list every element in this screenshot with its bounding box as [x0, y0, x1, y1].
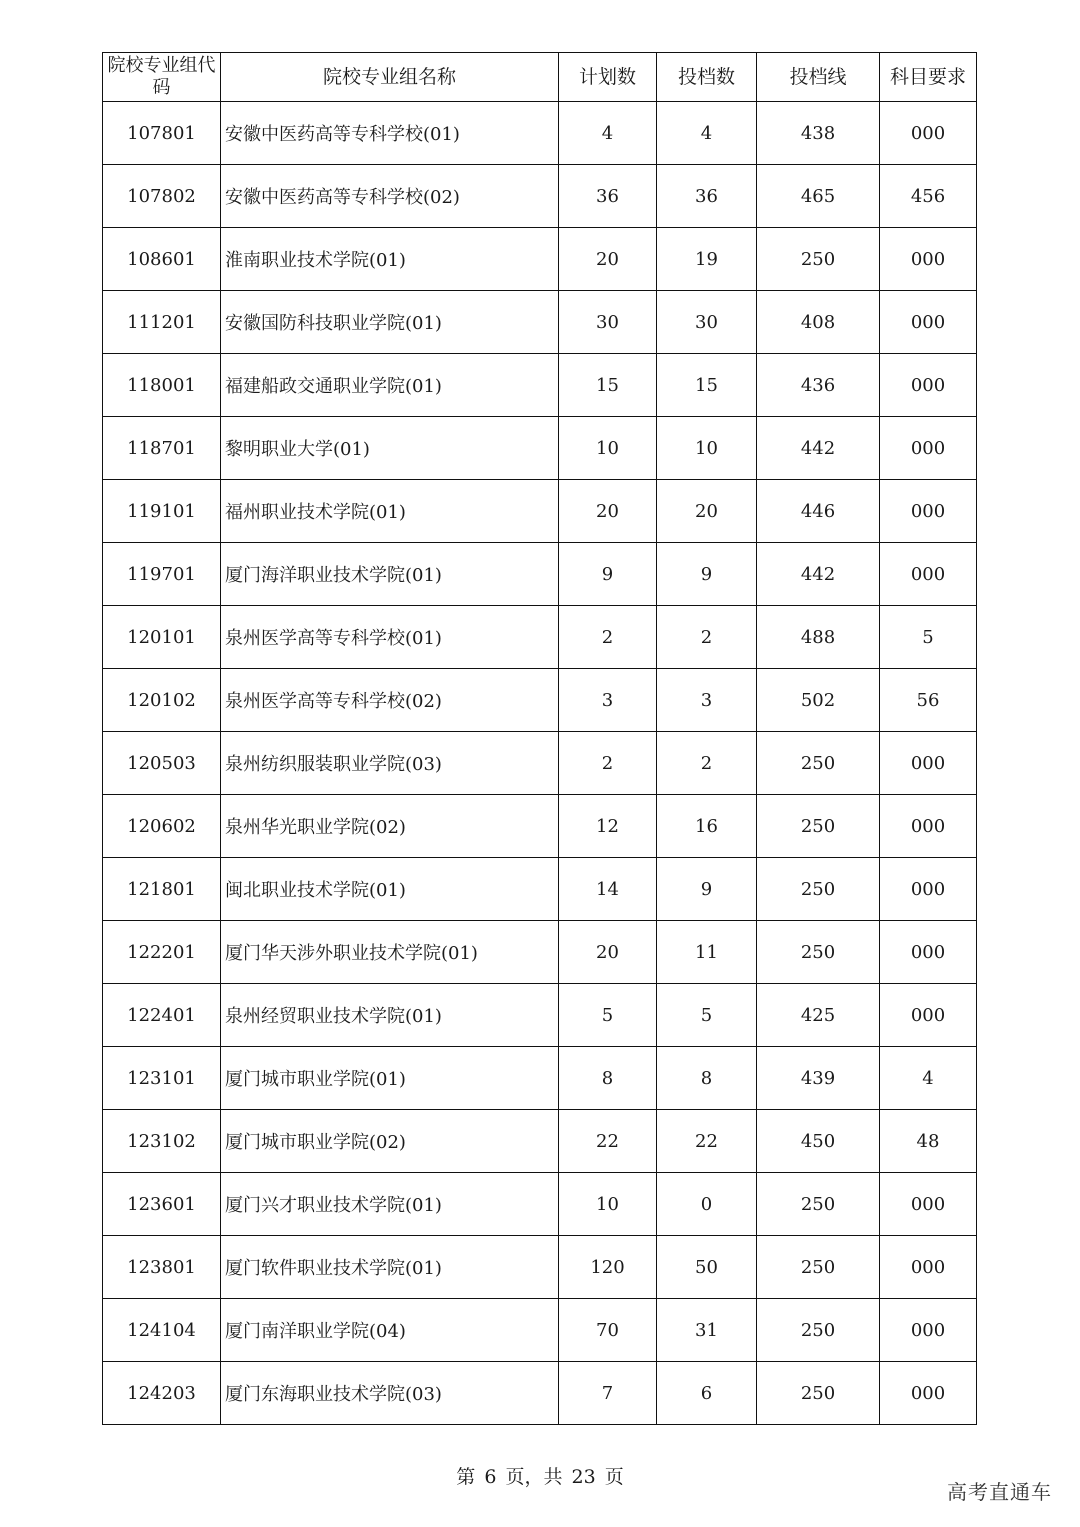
cell-code: 123102	[103, 1110, 221, 1173]
cell-code: 120102	[103, 669, 221, 732]
table-row	[103, 1236, 977, 1299]
cell-admitted: 2	[657, 732, 757, 795]
cell-code: 107802	[103, 165, 221, 228]
cell-plan: 20	[559, 921, 657, 984]
cell-subject: 56	[880, 669, 977, 732]
table-row	[103, 795, 977, 858]
cell-subject: 000	[880, 732, 977, 795]
cell-subject: 000	[880, 984, 977, 1047]
table-row	[103, 1299, 977, 1362]
cell-subject: 000	[880, 795, 977, 858]
cell-plan: 5	[559, 984, 657, 1047]
table-row	[103, 417, 977, 480]
header-row	[103, 53, 977, 102]
table-row	[103, 291, 977, 354]
cell-name: 厦门城市职业学院(01)	[221, 1047, 559, 1110]
table-row	[103, 228, 977, 291]
cell-plan: 15	[559, 354, 657, 417]
cell-plan: 8	[559, 1047, 657, 1110]
table-row	[103, 102, 977, 165]
cell-subject: 000	[880, 1362, 977, 1425]
cell-subject: 456	[880, 165, 977, 228]
cell-subject: 000	[880, 543, 977, 606]
watermark-text: 高考直通车	[947, 1480, 1052, 1504]
cell-name: 厦门东海职业技术学院(03)	[221, 1362, 559, 1425]
cell-plan: 22	[559, 1110, 657, 1173]
cell-code: 111201	[103, 291, 221, 354]
cell-name: 福州职业技术学院(01)	[221, 480, 559, 543]
cell-code: 118001	[103, 354, 221, 417]
table-row	[103, 1110, 977, 1173]
cell-cutoff: 250	[757, 1362, 880, 1425]
cell-admitted: 9	[657, 858, 757, 921]
cell-admitted: 0	[657, 1173, 757, 1236]
table-row	[103, 858, 977, 921]
cell-code: 122201	[103, 921, 221, 984]
cell-plan: 70	[559, 1299, 657, 1362]
cell-subject: 000	[880, 1236, 977, 1299]
cell-subject: 000	[880, 417, 977, 480]
cell-name: 泉州医学高等专科学校(02)	[221, 669, 559, 732]
cell-plan: 4	[559, 102, 657, 165]
cell-name: 安徽中医药高等专科学校(02)	[221, 165, 559, 228]
cell-name: 厦门软件职业技术学院(01)	[221, 1236, 559, 1299]
admission-table	[102, 52, 977, 1425]
cell-code: 120602	[103, 795, 221, 858]
cell-admitted: 4	[657, 102, 757, 165]
cell-cutoff: 250	[757, 1173, 880, 1236]
cell-admitted: 10	[657, 417, 757, 480]
cell-code: 122401	[103, 984, 221, 1047]
cell-plan: 10	[559, 1173, 657, 1236]
cell-code: 108601	[103, 228, 221, 291]
cell-subject: 5	[880, 606, 977, 669]
cell-subject: 000	[880, 480, 977, 543]
cell-code: 121801	[103, 858, 221, 921]
cell-admitted: 30	[657, 291, 757, 354]
cell-code: 119701	[103, 543, 221, 606]
header-admitted: 投档数	[657, 53, 757, 102]
cell-subject: 000	[880, 291, 977, 354]
cell-cutoff: 250	[757, 228, 880, 291]
cell-admitted: 3	[657, 669, 757, 732]
table-row	[103, 732, 977, 795]
cell-admitted: 9	[657, 543, 757, 606]
cell-plan: 120	[559, 1236, 657, 1299]
cell-cutoff: 502	[757, 669, 880, 732]
cell-plan: 7	[559, 1362, 657, 1425]
cell-plan: 2	[559, 606, 657, 669]
cell-admitted: 5	[657, 984, 757, 1047]
cell-name: 安徽中医药高等专科学校(01)	[221, 102, 559, 165]
cell-subject: 000	[880, 1299, 977, 1362]
cell-name: 厦门海洋职业技术学院(01)	[221, 543, 559, 606]
header-cutoff: 投档线	[757, 53, 880, 102]
cell-name: 黎明职业大学(01)	[221, 417, 559, 480]
cell-plan: 20	[559, 480, 657, 543]
cell-admitted: 8	[657, 1047, 757, 1110]
cell-name: 厦门南洋职业学院(04)	[221, 1299, 559, 1362]
cell-code: 107801	[103, 102, 221, 165]
cell-plan: 30	[559, 291, 657, 354]
cell-admitted: 16	[657, 795, 757, 858]
cell-subject: 000	[880, 858, 977, 921]
table-row	[103, 543, 977, 606]
cell-code: 123601	[103, 1173, 221, 1236]
cell-name: 福建船政交通职业学院(01)	[221, 354, 559, 417]
cell-admitted: 22	[657, 1110, 757, 1173]
cell-name: 泉州纺织服装职业学院(03)	[221, 732, 559, 795]
table-row	[103, 354, 977, 417]
cell-name: 厦门兴才职业技术学院(01)	[221, 1173, 559, 1236]
cell-admitted: 15	[657, 354, 757, 417]
cell-code: 119101	[103, 480, 221, 543]
cell-cutoff: 438	[757, 102, 880, 165]
cell-admitted: 20	[657, 480, 757, 543]
header-code: 院校专业组代码	[103, 53, 221, 102]
cell-subject: 48	[880, 1110, 977, 1173]
cell-subject: 4	[880, 1047, 977, 1110]
cell-cutoff: 488	[757, 606, 880, 669]
page-number-footer: 第 6 页，共 23 页	[456, 1466, 624, 1488]
cell-cutoff: 250	[757, 1236, 880, 1299]
cell-name: 淮南职业技术学院(01)	[221, 228, 559, 291]
table-header	[103, 53, 977, 102]
cell-cutoff: 450	[757, 1110, 880, 1173]
header-name: 院校专业组名称	[221, 53, 559, 102]
cell-code: 124104	[103, 1299, 221, 1362]
cell-plan: 12	[559, 795, 657, 858]
cell-admitted: 6	[657, 1362, 757, 1425]
cell-plan: 2	[559, 732, 657, 795]
cell-admitted: 19	[657, 228, 757, 291]
cell-cutoff: 250	[757, 921, 880, 984]
cell-code: 120101	[103, 606, 221, 669]
cell-cutoff: 250	[757, 858, 880, 921]
cell-admitted: 50	[657, 1236, 757, 1299]
cell-cutoff: 250	[757, 1299, 880, 1362]
table-body	[103, 102, 977, 1425]
cell-cutoff: 439	[757, 1047, 880, 1110]
cell-code: 123101	[103, 1047, 221, 1110]
cell-cutoff: 442	[757, 543, 880, 606]
cell-cutoff: 446	[757, 480, 880, 543]
cell-name: 闽北职业技术学院(01)	[221, 858, 559, 921]
cell-cutoff: 465	[757, 165, 880, 228]
cell-code: 120503	[103, 732, 221, 795]
table-row	[103, 921, 977, 984]
cell-plan: 10	[559, 417, 657, 480]
cell-name: 厦门华天涉外职业技术学院(01)	[221, 921, 559, 984]
table-row	[103, 1362, 977, 1425]
table-row	[103, 480, 977, 543]
cell-cutoff: 436	[757, 354, 880, 417]
cell-cutoff: 250	[757, 732, 880, 795]
cell-cutoff: 442	[757, 417, 880, 480]
cell-cutoff: 408	[757, 291, 880, 354]
table-row	[103, 1047, 977, 1110]
cell-name: 厦门城市职业学院(02)	[221, 1110, 559, 1173]
cell-cutoff: 425	[757, 984, 880, 1047]
cell-subject: 000	[880, 1173, 977, 1236]
cell-plan: 9	[559, 543, 657, 606]
admission-table-container	[102, 52, 976, 1425]
cell-admitted: 36	[657, 165, 757, 228]
cell-name: 安徽国防科技职业学院(01)	[221, 291, 559, 354]
header-subject: 科目要求	[880, 53, 977, 102]
cell-name: 泉州经贸职业技术学院(01)	[221, 984, 559, 1047]
cell-plan: 3	[559, 669, 657, 732]
cell-name: 泉州华光职业学院(02)	[221, 795, 559, 858]
cell-plan: 14	[559, 858, 657, 921]
cell-plan: 36	[559, 165, 657, 228]
table-row	[103, 1173, 977, 1236]
table-row	[103, 984, 977, 1047]
cell-name: 泉州医学高等专科学校(01)	[221, 606, 559, 669]
cell-admitted: 31	[657, 1299, 757, 1362]
table-row	[103, 165, 977, 228]
cell-code: 123801	[103, 1236, 221, 1299]
cell-subject: 000	[880, 102, 977, 165]
cell-cutoff: 250	[757, 795, 880, 858]
cell-subject: 000	[880, 354, 977, 417]
cell-code: 124203	[103, 1362, 221, 1425]
table-row	[103, 669, 977, 732]
header-plan: 计划数	[559, 53, 657, 102]
cell-plan: 20	[559, 228, 657, 291]
cell-subject: 000	[880, 921, 977, 984]
cell-admitted: 2	[657, 606, 757, 669]
cell-code: 118701	[103, 417, 221, 480]
cell-subject: 000	[880, 228, 977, 291]
cell-admitted: 11	[657, 921, 757, 984]
table-row	[103, 606, 977, 669]
